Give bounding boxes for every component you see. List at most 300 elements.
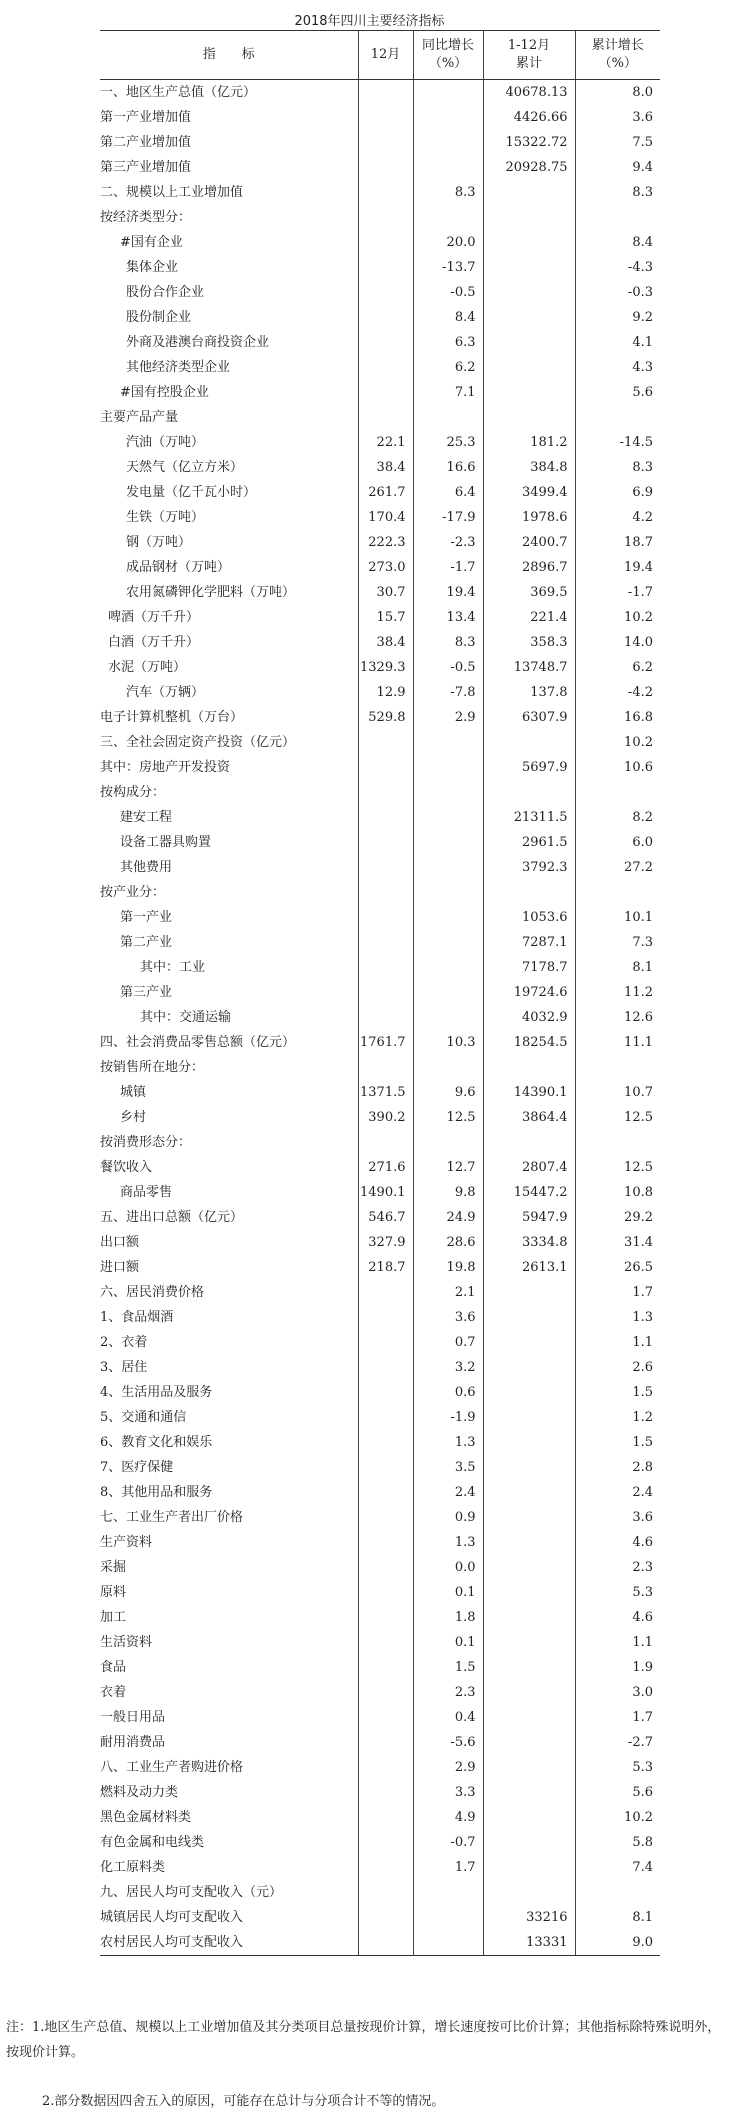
cell-ytd: 7178.7 <box>483 955 575 980</box>
cell-month <box>358 1055 413 1080</box>
row-label: 其他经济类型企业 <box>126 360 231 375</box>
cell-ytd: 2613.1 <box>483 1255 575 1280</box>
cell-cum: 18.7 <box>575 530 660 555</box>
cell-month: 261.7 <box>358 480 413 505</box>
cell-ytd: 2807.4 <box>483 1155 575 1180</box>
cell-cum: 10.2 <box>575 605 660 630</box>
cell-yoy <box>413 155 483 180</box>
header-cum <box>575 31 660 80</box>
cell-yoy <box>413 1905 483 1930</box>
cell-cum: 6.9 <box>575 480 660 505</box>
table-row <box>100 355 660 380</box>
row-label: 农村居民人均可支配收入 <box>100 1930 358 1956</box>
cell-yoy: 0.0 <box>413 1555 483 1580</box>
cell-ytd <box>483 1555 575 1580</box>
cell-ytd: 4426.66 <box>483 105 575 130</box>
cell-yoy <box>413 730 483 755</box>
cell-cum: -4.2 <box>575 680 660 705</box>
table-row <box>100 530 660 555</box>
cell-month: 222.3 <box>358 530 413 555</box>
cell-month: 529.8 <box>358 705 413 730</box>
cell-ytd: 2400.7 <box>483 530 575 555</box>
cell-ytd: 21311.5 <box>483 805 575 830</box>
table-row <box>100 1105 660 1130</box>
table-row <box>100 905 660 930</box>
cell-yoy <box>413 955 483 980</box>
table-row <box>100 80 660 106</box>
cell-yoy: 12.5 <box>413 1105 483 1130</box>
cell-month <box>358 1630 413 1655</box>
cell-yoy: 3.2 <box>413 1355 483 1380</box>
row-label: 三、全社会固定资产投资（亿元） <box>100 735 296 750</box>
table-row <box>100 1030 660 1055</box>
table-row <box>100 280 660 305</box>
table-row <box>100 1155 660 1180</box>
cell-cum <box>575 780 660 805</box>
cell-ytd <box>483 1855 575 1880</box>
cell-yoy: 3.3 <box>413 1780 483 1805</box>
cell-ytd: 3499.4 <box>483 480 575 505</box>
cell-cum: 7.5 <box>575 130 660 155</box>
row-label: 股份制企业 <box>126 310 192 325</box>
cell-month <box>358 955 413 980</box>
cell-cum: 1.5 <box>575 1430 660 1455</box>
cell-ytd <box>483 780 575 805</box>
row-label: 第一产业 <box>120 910 173 925</box>
cell-yoy: 0.1 <box>413 1580 483 1605</box>
cell-ytd: 13331 <box>483 1930 575 1956</box>
cell-cum: 5.8 <box>575 1830 660 1855</box>
cell-yoy: 25.3 <box>413 430 483 455</box>
cell-month <box>358 880 413 905</box>
table-row <box>100 1330 660 1355</box>
row-label: 其中：交通运输 <box>140 1010 232 1025</box>
cell-month <box>358 105 413 130</box>
cell-yoy: 3.6 <box>413 1305 483 1330</box>
cell-yoy: 0.1 <box>413 1630 483 1655</box>
cell-yoy: 2.9 <box>413 705 483 730</box>
cell-cum: 2.3 <box>575 1555 660 1580</box>
cell-yoy: 8.3 <box>413 630 483 655</box>
cell-cum: 2.4 <box>575 1480 660 1505</box>
table-row <box>100 1305 660 1330</box>
cell-ytd: 4032.9 <box>483 1005 575 1030</box>
cell-yoy: -0.7 <box>413 1830 483 1855</box>
cell-month <box>358 1905 413 1930</box>
cell-month <box>358 1455 413 1480</box>
table-row <box>100 1130 660 1155</box>
table-header <box>100 31 660 80</box>
cell-month: 273.0 <box>358 555 413 580</box>
table-row <box>100 1580 660 1605</box>
cell-yoy: 1.5 <box>413 1655 483 1680</box>
row-label: 3、居住 <box>100 1360 148 1375</box>
cell-yoy: 2.1 <box>413 1280 483 1305</box>
row-label: 主要产品产量 <box>100 410 179 425</box>
cell-cum: 5.6 <box>575 380 660 405</box>
header-yoy <box>413 31 483 80</box>
table-row <box>100 480 660 505</box>
cell-yoy: 0.6 <box>413 1380 483 1405</box>
cell-cum <box>575 205 660 230</box>
cell-ytd: 2961.5 <box>483 830 575 855</box>
cell-ytd: 221.4 <box>483 605 575 630</box>
cell-cum: 1.3 <box>575 1305 660 1330</box>
cell-cum: 27.2 <box>575 855 660 880</box>
table-row <box>100 1455 660 1480</box>
cell-cum: 29.2 <box>575 1205 660 1230</box>
table-row <box>100 1680 660 1705</box>
table-row <box>100 255 660 280</box>
cell-cum: 8.2 <box>575 805 660 830</box>
row-label: 汽油（万吨） <box>126 435 205 450</box>
header-ytd-sub: 累计 <box>515 56 542 71</box>
cell-yoy <box>413 905 483 930</box>
row-label: 黑色金属材料类 <box>100 1810 192 1825</box>
cell-month <box>358 1280 413 1305</box>
table-row <box>100 1880 660 1905</box>
cell-month <box>358 1755 413 1780</box>
table-row <box>100 105 660 130</box>
cell-cum: 14.0 <box>575 630 660 655</box>
row-label: 九、居民人均可支配收入（元） <box>100 1885 283 1900</box>
cell-cum: 10.2 <box>575 730 660 755</box>
cell-yoy: 1.3 <box>413 1430 483 1455</box>
cell-ytd: 15447.2 <box>483 1180 575 1205</box>
cell-cum: 10.2 <box>575 1805 660 1830</box>
cell-yoy <box>413 80 483 106</box>
cell-ytd <box>483 1455 575 1480</box>
row-label: 外商及港澳台商投资企业 <box>126 335 270 350</box>
cell-yoy: 12.7 <box>413 1155 483 1180</box>
cell-ytd <box>483 1830 575 1855</box>
cell-yoy <box>413 1930 483 1956</box>
header-indicator <box>100 31 358 80</box>
row-label: 7、医疗保健 <box>100 1460 174 1475</box>
table-row <box>100 1805 660 1830</box>
row-label: 燃料及动力类 <box>100 1785 179 1800</box>
cell-cum: -2.7 <box>575 1730 660 1755</box>
cell-yoy: 8.3 <box>413 180 483 205</box>
cell-yoy: -1.7 <box>413 555 483 580</box>
cell-ytd <box>483 205 575 230</box>
cell-ytd <box>483 1805 575 1830</box>
cell-ytd <box>483 1305 575 1330</box>
row-label: 采掘 <box>100 1560 127 1575</box>
header-yoy-label: 同比增长 <box>421 38 474 53</box>
row-label: 农用氮磷钾化学肥料（万吨） <box>126 585 296 600</box>
row-label: 其中：工业 <box>140 960 206 975</box>
cell-cum: 1.9 <box>575 1655 660 1680</box>
cell-yoy: 6.2 <box>413 355 483 380</box>
cell-month <box>358 255 413 280</box>
cell-cum: 4.1 <box>575 330 660 355</box>
header-month <box>358 31 413 80</box>
cell-yoy: 3.5 <box>413 1455 483 1480</box>
table-row <box>100 1605 660 1630</box>
table-row <box>100 430 660 455</box>
cell-ytd <box>483 730 575 755</box>
cell-yoy: 8.4 <box>413 305 483 330</box>
cell-month: 30.7 <box>358 580 413 605</box>
cell-cum: 6.2 <box>575 655 660 680</box>
cell-ytd: 384.8 <box>483 455 575 480</box>
row-label: 一般日用品 <box>100 1710 166 1725</box>
cell-ytd <box>483 1405 575 1430</box>
row-label: 城镇居民人均可支配收入 <box>100 1910 244 1925</box>
cell-month: 38.4 <box>358 630 413 655</box>
table-row <box>100 1380 660 1405</box>
cell-month: 15.7 <box>358 605 413 630</box>
table-row <box>100 1255 660 1280</box>
cell-ytd: 14390.1 <box>483 1080 575 1105</box>
cell-ytd <box>483 1755 575 1780</box>
row-label: 四、社会消费品零售总额（亿元） <box>100 1035 296 1050</box>
cell-ytd <box>483 255 575 280</box>
cell-month <box>358 830 413 855</box>
row-label: 按销售所在地分： <box>100 1060 205 1075</box>
cell-month <box>358 980 413 1005</box>
cell-month <box>358 305 413 330</box>
table-row <box>100 955 660 980</box>
row-label: 生铁（万吨） <box>126 510 205 525</box>
cell-cum: 4.6 <box>575 1530 660 1555</box>
cell-cum: 4.2 <box>575 505 660 530</box>
cell-ytd: 13748.7 <box>483 655 575 680</box>
table-row <box>100 1530 660 1555</box>
row-label: 其他费用 <box>120 860 173 875</box>
cell-yoy <box>413 930 483 955</box>
cell-month <box>358 180 413 205</box>
cell-month: 271.6 <box>358 1155 413 1180</box>
cell-ytd <box>483 1430 575 1455</box>
table-row <box>100 1780 660 1805</box>
cell-ytd <box>483 1630 575 1655</box>
cell-yoy: -7.8 <box>413 680 483 705</box>
cell-month: 12.9 <box>358 680 413 705</box>
cell-yoy: 1.7 <box>413 1855 483 1880</box>
cell-month: 390.2 <box>358 1105 413 1130</box>
row-label: 水泥（万吨） <box>108 660 187 675</box>
row-label: 按经济类型分： <box>100 210 192 225</box>
cell-cum: 8.3 <box>575 180 660 205</box>
cell-cum: 11.2 <box>575 980 660 1005</box>
cell-yoy: 2.4 <box>413 1480 483 1505</box>
cell-ytd: 7287.1 <box>483 930 575 955</box>
table-row <box>100 930 660 955</box>
table-row <box>100 1630 660 1655</box>
cell-yoy <box>413 880 483 905</box>
row-label: #国有控股企业 <box>120 385 209 400</box>
table-row <box>100 455 660 480</box>
table-row <box>100 1005 660 1030</box>
cell-yoy: -2.3 <box>413 530 483 555</box>
cell-cum: -0.3 <box>575 280 660 305</box>
cell-cum <box>575 880 660 905</box>
table-row <box>100 1080 660 1105</box>
row-label: 出口额 <box>100 1235 140 1250</box>
row-label: 按构成分： <box>100 785 166 800</box>
cell-month <box>358 1730 413 1755</box>
header-ytd <box>483 31 575 80</box>
cell-cum: 16.8 <box>575 705 660 730</box>
cell-yoy <box>413 1005 483 1030</box>
table-row <box>100 780 660 805</box>
row-label: 七、工业生产者出厂价格 <box>100 1510 244 1525</box>
row-label: 第二产业增加值 <box>100 135 192 150</box>
cell-yoy <box>413 755 483 780</box>
cell-month <box>358 1680 413 1705</box>
cell-cum: 1.2 <box>575 1405 660 1430</box>
cell-cum: 12.5 <box>575 1155 660 1180</box>
cell-cum: 2.6 <box>575 1355 660 1380</box>
row-label: 第一产业增加值 <box>100 110 192 125</box>
cell-ytd: 1978.6 <box>483 505 575 530</box>
header-cum-label: 累计增长 <box>591 38 644 53</box>
cell-ytd: 15322.72 <box>483 130 575 155</box>
row-label: 有色金属和电线类 <box>100 1835 205 1850</box>
table-row <box>100 330 660 355</box>
table-row <box>100 1730 660 1755</box>
cell-cum: 12.6 <box>575 1005 660 1030</box>
row-label: 1、食品烟酒 <box>100 1310 174 1325</box>
cell-month <box>358 1380 413 1405</box>
table-row <box>100 1205 660 1230</box>
cell-month <box>358 1480 413 1505</box>
table-row <box>100 305 660 330</box>
row-label: 天然气（亿立方米） <box>126 460 244 475</box>
cell-cum: 8.1 <box>575 955 660 980</box>
cell-ytd: 5697.9 <box>483 755 575 780</box>
cell-month: 1371.5 <box>358 1080 413 1105</box>
cell-month: 38.4 <box>358 455 413 480</box>
cell-ytd <box>483 280 575 305</box>
row-label: 4、生活用品及服务 <box>100 1385 213 1400</box>
header-yoy-unit: （%） <box>428 56 468 71</box>
cell-ytd: 3334.8 <box>483 1230 575 1255</box>
row-label: 6、教育文化和娱乐 <box>100 1435 213 1450</box>
cell-ytd <box>483 355 575 380</box>
cell-ytd: 40678.13 <box>483 80 575 106</box>
cell-ytd <box>483 1580 575 1605</box>
cell-yoy: 0.7 <box>413 1330 483 1355</box>
cell-yoy: 1.8 <box>413 1605 483 1630</box>
cell-yoy: 28.6 <box>413 1230 483 1255</box>
cell-month <box>358 855 413 880</box>
row-label: 股份合作企业 <box>126 285 205 300</box>
cell-month <box>358 1355 413 1380</box>
cell-month <box>358 1330 413 1355</box>
cell-yoy: -5.6 <box>413 1730 483 1755</box>
table-row <box>100 1905 660 1930</box>
cell-cum: 12.5 <box>575 1105 660 1130</box>
cell-month <box>358 1930 413 1956</box>
row-label: 发电量（亿千瓦小时） <box>126 485 257 500</box>
cell-ytd <box>483 1480 575 1505</box>
cell-cum <box>575 1055 660 1080</box>
cell-month <box>358 380 413 405</box>
cell-cum: 1.1 <box>575 1630 660 1655</box>
row-label: 城镇 <box>120 1085 147 1100</box>
row-label: 衣着 <box>100 1685 127 1700</box>
cell-month <box>358 80 413 106</box>
table-row <box>100 1855 660 1880</box>
row-label: 8、其他用品和服务 <box>100 1485 213 1500</box>
table-row <box>100 1230 660 1255</box>
cell-month <box>358 130 413 155</box>
cell-ytd <box>483 305 575 330</box>
cell-yoy: 9.8 <box>413 1180 483 1205</box>
cell-cum: 5.6 <box>575 1780 660 1805</box>
table-row <box>100 705 660 730</box>
cell-month: 218.7 <box>358 1255 413 1280</box>
cell-month <box>358 230 413 255</box>
cell-ytd <box>483 1330 575 1355</box>
row-label: 成品钢材（万吨） <box>126 560 231 575</box>
cell-ytd: 181.2 <box>483 430 575 455</box>
header-ytd-label: 1-12月 <box>507 38 551 53</box>
cell-ytd <box>483 880 575 905</box>
footnotes <box>6 2015 733 2109</box>
cell-yoy <box>413 1880 483 1905</box>
row-label: 按产业分： <box>100 885 166 900</box>
row-label: 第三产业增加值 <box>100 160 192 175</box>
cell-cum: -4.3 <box>575 255 660 280</box>
row-label: 电子计算机整机（万台） <box>100 710 244 725</box>
cell-cum: 11.1 <box>575 1030 660 1055</box>
cell-cum: 7.3 <box>575 930 660 955</box>
cell-ytd <box>483 1730 575 1755</box>
cell-month <box>358 1805 413 1830</box>
cell-ytd <box>483 405 575 430</box>
row-label: #国有企业 <box>120 235 183 250</box>
table-row <box>100 155 660 180</box>
table-row <box>100 855 660 880</box>
cell-cum: 3.6 <box>575 1505 660 1530</box>
cell-ytd <box>483 330 575 355</box>
cell-ytd: 3792.3 <box>483 855 575 880</box>
cell-yoy <box>413 1130 483 1155</box>
cell-yoy: -0.5 <box>413 655 483 680</box>
cell-cum: 8.1 <box>575 1905 660 1930</box>
row-label: 乡村 <box>120 1110 147 1125</box>
row-label: 六、居民消费价格 <box>100 1285 205 1300</box>
table-row <box>100 180 660 205</box>
row-label: 八、工业生产者购进价格 <box>100 1760 244 1775</box>
cell-ytd <box>483 1605 575 1630</box>
cell-cum: 8.4 <box>575 230 660 255</box>
cell-yoy: 4.9 <box>413 1805 483 1830</box>
cell-month: 1761.7 <box>358 1030 413 1055</box>
table-row <box>100 1930 660 1956</box>
row-label: 进口额 <box>100 1260 140 1275</box>
cell-yoy: -1.9 <box>413 1405 483 1430</box>
cell-month: 546.7 <box>358 1205 413 1230</box>
cell-ytd: 5947.9 <box>483 1205 575 1230</box>
table-row <box>100 1180 660 1205</box>
row-label: 五、进出口总额（亿元） <box>100 1210 244 1225</box>
row-label: 啤酒（万千升） <box>108 610 200 625</box>
row-label: 汽车（万辆） <box>126 685 205 700</box>
cell-yoy <box>413 105 483 130</box>
row-label: 5、交通和通信 <box>100 1410 187 1425</box>
table-row <box>100 630 660 655</box>
cell-month: 22.1 <box>358 430 413 455</box>
cell-cum: 1.5 <box>575 1380 660 1405</box>
cell-yoy: 1.3 <box>413 1530 483 1555</box>
row-label: 生产资料 <box>100 1535 153 1550</box>
table-row <box>100 605 660 630</box>
